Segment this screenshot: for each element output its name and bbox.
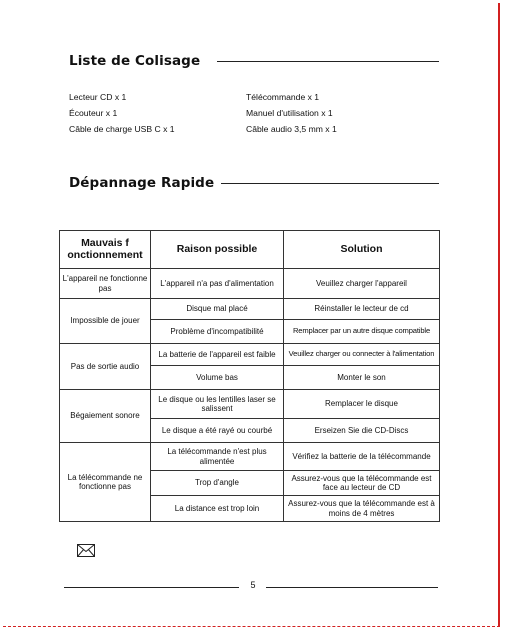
footer-rule — [266, 587, 438, 588]
reason-cell: Le disque a été rayé ou courbé — [151, 419, 284, 443]
table-row — [60, 390, 440, 419]
footer-rule — [64, 587, 239, 588]
reason-cell: Problème d'incompatibilité — [151, 320, 284, 344]
malfunction-cell: L'appareil ne fonctionne pas — [60, 269, 151, 299]
solution-cell: Veuillez charger ou connecter à l'alimentation — [284, 344, 440, 366]
troubleshooting-table — [59, 230, 440, 522]
malfunction-cell: Pas de sortie audio — [60, 344, 151, 390]
reason-cell: Disque mal placé — [151, 299, 284, 320]
envelope-icon — [77, 544, 95, 557]
packing-list-title: Liste de Colisage — [69, 53, 201, 69]
packing-item: Câble audio 3,5 mm x 1 — [246, 124, 337, 134]
solution-cell: Remplacer le disque — [284, 390, 440, 419]
reason-cell: La batterie de l'appareil est faible — [151, 344, 284, 366]
malfunction-cell: Bégaiement sonore — [60, 390, 151, 443]
solution-cell: Réinstaller le lecteur de cd — [284, 299, 440, 320]
solution-cell: Remplacer par un autre disque compatible — [284, 320, 440, 344]
malfunction-cell: La télécommande ne fonctionne pas — [60, 443, 151, 522]
troubleshooting-title: Dépannage Rapide — [69, 175, 215, 191]
title-rule — [217, 61, 439, 62]
solution-cell: Veuillez charger l'appareil — [284, 269, 440, 299]
page-number: 5 — [250, 580, 256, 590]
solution-cell: Erseizen Sie die CD-Discs — [284, 419, 440, 443]
solution-cell: Monter le son — [284, 366, 440, 390]
reason-cell: Le disque ou les lentilles laser se salissent — [151, 390, 284, 419]
reason-cell: Trop d'angle — [151, 471, 284, 496]
header-solution: Solution — [284, 231, 440, 269]
solution-cell: Vérifiez la batterie de la télécommande — [284, 443, 440, 471]
table-row — [60, 344, 440, 366]
solution-cell: Assurez-vous que la télécommande est face au lecteur de CD — [284, 471, 440, 496]
table-row — [60, 269, 440, 299]
packing-item: Manuel d'utilisation x 1 — [246, 108, 333, 118]
table-row — [60, 299, 440, 320]
packing-item: Câble de charge USB C x 1 — [69, 124, 175, 134]
header-reason: Raison possible — [151, 231, 284, 269]
malfunction-cell: Impossible de jouer — [60, 299, 151, 344]
title-rule — [221, 183, 439, 184]
reason-cell: L'appareil n'a pas d'alimentation — [151, 269, 284, 299]
packing-item: Télécommande x 1 — [246, 92, 320, 102]
packing-item: Écouteur x 1 — [69, 108, 118, 118]
solution-cell: Assurez-vous que la télécommande est à moins de 4 mètres — [284, 496, 440, 522]
reason-cell: La télécommande n'est plus alimentée — [151, 443, 284, 471]
reason-cell: La distance est trop loin — [151, 496, 284, 522]
reason-cell: Volume bas — [151, 366, 284, 390]
packing-item: Lecteur CD x 1 — [69, 92, 127, 102]
table-row — [60, 443, 440, 471]
header-malfunction: Mauvais f onctionnement — [60, 231, 151, 269]
table-header-row — [60, 231, 440, 269]
